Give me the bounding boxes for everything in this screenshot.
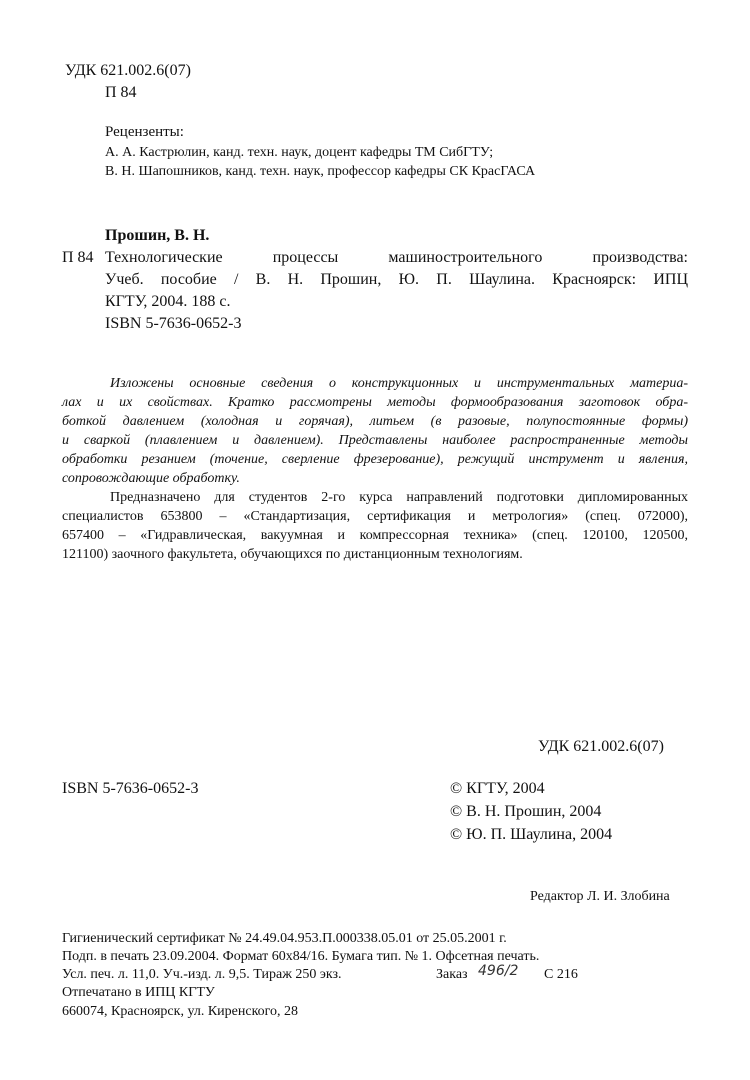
abstract-line: и сваркой (плавлением и давлением). Представлены наиболее распространенные методы bbox=[62, 433, 688, 448]
editor: Редактор Л. И. Злобина bbox=[530, 889, 670, 904]
author-mark: П 84 bbox=[105, 84, 137, 101]
abstract-line: сопровождающие обработку. bbox=[62, 471, 240, 486]
udk-footer: УДК 621.002.6(07) bbox=[538, 738, 664, 755]
purpose-line: специалистов 653800 – «Стандартизация, сертификация и метрология» (спец. 072000), bbox=[62, 509, 688, 524]
certificate: Гигиенический сертификат № 24.49.04.953.П.000338.05.01 от 25.05.2001 г. bbox=[62, 931, 507, 946]
udk-code: УДК 621.002.6(07) bbox=[65, 62, 191, 79]
catalog-author: Прошин, В. Н. bbox=[105, 227, 210, 244]
purpose-line: 121100) заочного факультета, обучающихся по дистанционным технологиям. bbox=[62, 547, 523, 562]
reviewer-line: В. Н. Шапошников, канд. техн. наук, профессор кафедры СК КрасГАСА bbox=[105, 164, 536, 179]
order-number-handwritten: 496/2 bbox=[478, 963, 519, 979]
catalog-line: КГТУ, 2004. 188 с. bbox=[105, 293, 231, 310]
purpose-line: Предназначено для студентов 2-го курса направлений подготовки дипломированных bbox=[110, 490, 688, 505]
order-label: Заказ bbox=[436, 967, 468, 982]
isbn-footer: ISBN 5-7636-0652-3 bbox=[62, 780, 199, 797]
catalog-line: Учеб. пособие / В. Н. Прошин, Ю. П. Шаулина. Красноярск: ИПЦ bbox=[105, 271, 688, 288]
abstract-line: Изложены основные сведения о конструкционных и инструментальных материа- bbox=[110, 376, 688, 391]
reviewers-title: Рецензенты: bbox=[105, 124, 184, 140]
abstract-line: обработки резанием (точение, сверление фрезерование), режущий инструмент и явления, bbox=[62, 452, 688, 467]
abstract bbox=[62, 374, 688, 488]
signed-to-print: Подп. в печать 23.09.2004. Формат 60x84/16. Бумага тип. № 1. Офсетная печать. bbox=[62, 949, 540, 964]
catalog-isbn: ISBN 5-7636-0652-3 bbox=[105, 315, 242, 332]
abstract-line: лах и их свойствах. Кратко рассмотрены методы формообразования заготовок обра- bbox=[62, 395, 688, 410]
sheets-info: Усл. печ. л. 11,0. Уч.-изд. л. 9,5. Тираж 250 экз. bbox=[62, 967, 342, 982]
purpose-line: 657400 – «Гидравлическая, вакуумная и компрессорная техника» (спец. 120100, 120500, bbox=[62, 528, 688, 543]
copyright-line: © Ю. П. Шаулина, 2004 bbox=[450, 826, 613, 843]
order-code: С 216 bbox=[544, 967, 578, 982]
abstract-line: боткой давлением (холодная и горячая), литьем (в разовые, полупостоянные формы) bbox=[62, 414, 688, 429]
reviewer-line: А. А. Кастрюлин, канд. техн. наук, доцент кафедры ТМ СибГТУ; bbox=[105, 145, 494, 160]
printed-at: Отпечатано в ИПЦ КГТУ bbox=[62, 985, 215, 1000]
catalog-line: Технологические процессы машиностроительного производства: bbox=[105, 249, 688, 266]
copyright-line: © КГТУ, 2004 bbox=[450, 780, 545, 797]
catalog-code: П 84 bbox=[62, 249, 94, 266]
catalog-description bbox=[105, 247, 688, 335]
purpose bbox=[62, 488, 688, 564]
address: 660074, Красноярск, ул. Киренского, 28 bbox=[62, 1004, 299, 1019]
copyright-line: © В. Н. Прошин, 2004 bbox=[450, 803, 602, 820]
